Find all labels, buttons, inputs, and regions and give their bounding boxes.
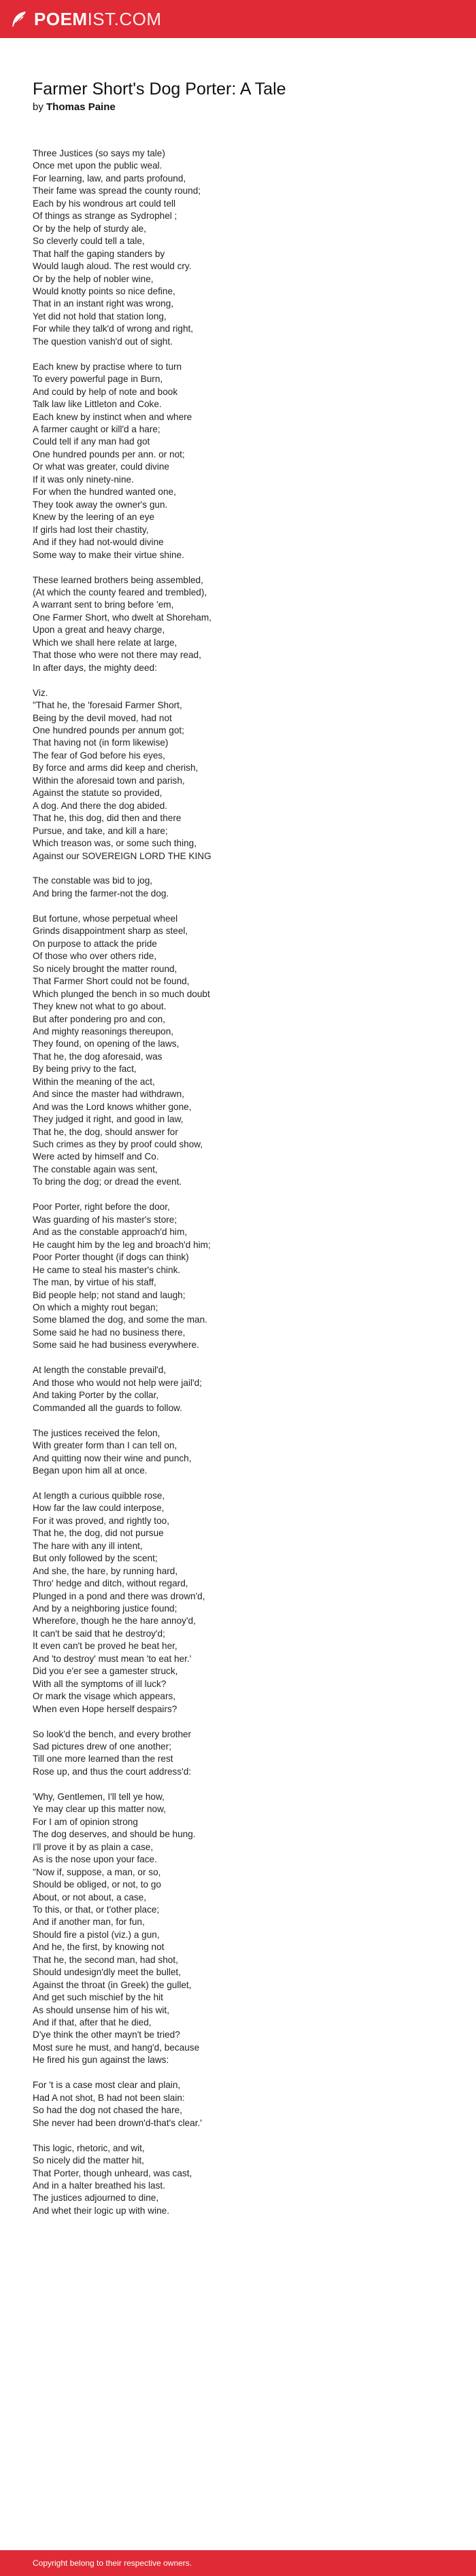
poem-line: With greater form than I can tell on, [33, 1440, 177, 1451]
poem-line: They found, on opening of the laws, [33, 1039, 180, 1049]
poem-line: For 't is a case most clear and plain, [33, 2080, 181, 2091]
poem-line: That he, the second man, had shot, [33, 1954, 178, 1965]
poem-line: Some blamed the dog, and some the man. [33, 1315, 207, 1325]
poem-line: The justices received the felon, [33, 1427, 160, 1438]
poem-line: These learned brothers being assembled, [33, 574, 203, 585]
poem-line: I'll prove it by as plain a case, [33, 1841, 154, 1852]
poem-line: At length a curious quibble rose, [33, 1490, 165, 1501]
poem-line: They took away the owner's gun. [33, 499, 168, 510]
poem-stanza [33, 1490, 447, 1716]
poem-stanza [33, 875, 447, 900]
poem-line: Should be obliged, or not, to go [33, 1879, 161, 1890]
poem-line: So had the dog not chased the hare, [33, 2105, 182, 2116]
poem-line: Or by the help of nobler wine, [33, 273, 154, 284]
poem-line: And could by help of note and book [33, 386, 178, 397]
poem-line: Most sure he must, and hang'd, because [33, 2042, 200, 2053]
poem-line: Each by his wondrous art could tell [33, 198, 176, 209]
poem-line: A warrant sent to bring before 'em, [33, 599, 174, 610]
poem-line: So cleverly could tell a tale, [33, 236, 145, 247]
poem-line: Or mark the visage which appears, [33, 1691, 176, 1702]
poem-line: She never had been drown'd-that's clear.' [33, 2117, 202, 2128]
poem-line: In after days, the mighty deed: [33, 662, 157, 673]
poem-line: That he, this dog, did then and there [33, 813, 182, 824]
poem-line: And 'to destroy' must mean 'to eat her.' [33, 1653, 192, 1664]
poem-line: The question vanish'd out of sight. [33, 336, 173, 347]
poem-line: When even Hope herself despairs? [33, 1703, 177, 1714]
poem-line: Sad pictures drew of one another; [33, 1741, 172, 1752]
poem-line: If girls had lost their chastity, [33, 524, 149, 535]
poem-line: Some way to make their virtue shine. [33, 549, 184, 560]
poem-stanza [33, 1201, 447, 1351]
poem-line: Being by the devil moved, had not [33, 712, 172, 723]
poem-line: Or by the help of sturdy ale, [33, 223, 146, 234]
poem-line: Of those who over others ride, [33, 951, 157, 962]
poem-line: And she, the hare, by running hard, [33, 1565, 178, 1576]
poem-line: Or what was greater, could divine [33, 462, 169, 472]
poem-line: And taking Porter by the collar, [33, 1390, 159, 1401]
poem-stanza [33, 2142, 447, 2218]
poem-line: The constable was bid to jog, [33, 875, 153, 886]
author-link[interactable]: Thomas Paine [46, 101, 116, 113]
poem-line: That he, the dog, did not pursue [33, 1528, 164, 1539]
site-footer [0, 2550, 476, 2576]
poem-line: Would laugh aloud. The rest would cry. [33, 261, 192, 272]
poem-line: He came to steal his master's chink. [33, 1264, 181, 1275]
poem-line: Against our SOVEREIGN LORD THE KING [33, 850, 211, 861]
poem-stanza [33, 913, 447, 1189]
poem-line: Would knotty points so nice define, [33, 285, 175, 296]
poem-line: By being privy to the fact, [33, 1064, 137, 1075]
poem-line: And bring the farmer-not the dog. [33, 888, 169, 899]
poem-line: Plunged in a pond and there was drown'd, [33, 1590, 205, 1601]
poem-line: That he, the dog, should answer for [33, 1126, 178, 1137]
poem-line: Did you e'er see a gamester struck, [33, 1666, 178, 1677]
poem-stanza [33, 1427, 447, 1478]
poem-stanza [33, 687, 447, 863]
poem-line: Knew by the leering of an eye [33, 512, 155, 523]
site-logo[interactable] [10, 9, 162, 29]
poem-line: He fired his gun against the laws: [33, 2055, 169, 2066]
poem-line: Some said he had business everywhere. [33, 1340, 199, 1351]
feather-logo-icon [10, 10, 29, 29]
poem-line: And as the constable approach'd him, [33, 1227, 188, 1238]
poem-line: This logic, rhetoric, and wit, [33, 2142, 145, 2153]
poem-line: Some said he had no business there, [33, 1327, 186, 1338]
poem-line: Once met upon the public weal. [33, 160, 163, 171]
poem-line: And if that, after that he died, [33, 2017, 152, 2028]
poem-line: He caught him by the leg and broach'd him; [33, 1239, 211, 1250]
poem-stanza [33, 2079, 447, 2129]
poem-line: Against the statute so provided, [33, 788, 163, 799]
poem-line: One hundred pounds per ann. or not; [33, 449, 185, 459]
poem-line: And was the Lord knows whither gone, [33, 1101, 192, 1112]
poem-line: For learning, law, and parts profound, [33, 173, 186, 184]
poem-line: That those who were not there may read, [33, 650, 201, 661]
poem-stanza [33, 1728, 447, 1779]
poem-line: And whet their logic up with wine. [33, 2205, 169, 2216]
poem-line: It can't be said that he destroy'd; [33, 1628, 165, 1639]
poem-line: Grinds disappointment sharp as steel, [33, 926, 188, 937]
poem-line: Was guarding of his master's store; [33, 1214, 177, 1225]
poem-line: But after pondering pro and con, [33, 1013, 165, 1024]
poem-line: And those who would not help were jail'd; [33, 1377, 202, 1388]
poem-line: But fortune, whose perpetual wheel [33, 913, 178, 924]
poem-line: So look'd the bench, and every brother [33, 1728, 192, 1739]
poem-line: They knew not what to go about. [33, 1001, 167, 1012]
poem-line: Their fame was spread the county round; [33, 186, 201, 196]
poem-line: Of things as strange as Sydrophel ; [33, 211, 177, 222]
poem-line: Three Justices (so says my tale) [33, 148, 165, 158]
poem-line: Had A not shot, B had not been slain: [33, 2092, 185, 2103]
poem-line: And he, the first, by knowing not [33, 1942, 165, 1953]
poem-line: Which plunged the bench in so much doubt [33, 988, 210, 999]
poem-line: One hundred pounds per annum got; [33, 725, 184, 735]
poem-line: Each knew by practise where to turn [33, 361, 182, 372]
poem-line: Each knew by instinct when and where [33, 411, 192, 422]
poem-line: And if another man, for fun, [33, 1917, 145, 1928]
poem-line: Could tell if any man had got [33, 436, 150, 447]
poem-line: (At which the county feared and trembled), [33, 587, 207, 597]
poem-line: The fear of God before his eyes, [33, 750, 165, 761]
poem-line: So nicely did the matter hit, [33, 2155, 144, 2166]
site-logo-light: IST.COM [87, 9, 162, 29]
poem-line: If it was only ninety-nine. [33, 474, 134, 485]
poem-line: The hare with any ill intent, [33, 1540, 143, 1551]
poem-line: And in a halter breathed his last. [33, 2180, 165, 2191]
poem-line: They judged it right, and good in law, [33, 1114, 184, 1125]
poem-stanza [33, 574, 447, 675]
poem-line: Poor Porter thought (if dogs can think) [33, 1252, 189, 1263]
by-label: by [33, 101, 44, 113]
poem-line: 'Why, Gentlemen, I'll tell ye how, [33, 1791, 165, 1802]
poem-line: That Farmer Short could not be found, [33, 976, 190, 987]
poem-line: And quitting now their wine and punch, [33, 1452, 192, 1463]
poem-line: That Porter, though unheard, was cast, [33, 2168, 192, 2178]
poem-line: Which we shall here relate at large, [33, 637, 177, 648]
poem-line: And if they had not-would divine [33, 537, 164, 548]
poem-line: Within the meaning of the act, [33, 1076, 155, 1087]
poem-line: Began upon him all at once. [33, 1465, 148, 1476]
poem-line: And get such mischief by the hit [33, 1992, 163, 2003]
poem-title: Farmer Short's Dog Porter: A Tale [33, 80, 286, 99]
copyright-notice: Copyright belong to their respective owners. [33, 2558, 192, 2568]
poem-stanza [33, 1364, 447, 1414]
poem-line: Yet did not hold that station long, [33, 311, 167, 321]
poem-line: But only followed by the scent; [33, 1553, 158, 1564]
poem-line: So nicely brought the matter round, [33, 963, 177, 974]
poem-line: For it was proved, and rightly too, [33, 1515, 169, 1526]
poem-line: Till one more learned than the rest [33, 1754, 173, 1764]
poem-line: One Farmer Short, who dwelt at Shoreham, [33, 612, 211, 623]
poem-line: To bring the dog; or dread the event. [33, 1177, 182, 1187]
poem-line: As is the nose upon your face. [33, 1854, 157, 1865]
poem-line: That he, the dog aforesaid, was [33, 1051, 163, 1062]
poem-line: Poor Porter, right before the door, [33, 1202, 170, 1213]
poem-line: Thro' hedge and ditch, without regard, [33, 1578, 188, 1589]
poem-line: That having not (in form likewise) [33, 737, 169, 748]
poem-line: D'ye think the other mayn't be tried? [33, 2030, 180, 2040]
poem-line: The man, by virtue of his staff, [33, 1277, 156, 1288]
poem-line: Rose up, and thus the court address'd: [33, 1766, 192, 1777]
poem-line: "Now if, suppose, a man, or so, [33, 1866, 161, 1877]
poem-line: Talk law like Littleton and Coke. [33, 399, 162, 410]
poem-line: For when the hundred wanted one, [33, 487, 176, 498]
poem-line: Such crimes as they by proof could show, [33, 1139, 203, 1150]
poem-line: Wherefore, though he the hare annoy'd, [33, 1616, 196, 1626]
poem-line: Which treason was, or some such thing, [33, 838, 197, 849]
poem-line: To this, or that, or t'other place; [33, 1904, 160, 1915]
poem-line: And mighty reasonings thereupon, [33, 1026, 174, 1037]
poem-line: That half the gaping standers by [33, 248, 165, 259]
poem-line: A farmer caught or kill'd a hare; [33, 424, 160, 435]
site-header [0, 0, 476, 38]
poem-line: The dog deserves, and should be hung. [33, 1829, 196, 1840]
poem-line: At length the constable prevail'd, [33, 1365, 167, 1376]
poem-stanza [33, 147, 447, 348]
poem-line: The justices adjourned to dine, [33, 2193, 159, 2204]
poem-line: Upon a great and heavy charge, [33, 625, 165, 636]
site-logo-strong: POEM [34, 9, 88, 29]
poem-line: Were acted by himself and Co. [33, 1151, 159, 1162]
poem-line: To every powerful page in Burn, [33, 374, 163, 385]
poem-line: For I am of opinion strong [33, 1816, 138, 1827]
poem-line: On which a mighty rout began; [33, 1302, 158, 1312]
poem-line: By force and arms did keep and cherish, [33, 763, 199, 773]
poem-line: The constable again was sent, [33, 1164, 158, 1174]
poem-line: That in an instant right was wrong, [33, 298, 174, 309]
poem-line: Bid people help; not stand and laugh; [33, 1289, 186, 1300]
poem-stanza [33, 361, 447, 561]
poem-line: Pursue, and take, and kill a hare; [33, 825, 168, 836]
poem-line: On purpose to attack the pride [33, 938, 157, 949]
site-logo-text [34, 9, 162, 29]
poem-line: Against the throat (in Greek) the gullet, [33, 1979, 192, 1990]
poem-line: About, or not about, a case, [33, 1892, 147, 1902]
poem-line: And by a neighboring justice found; [33, 1603, 177, 1614]
poem-line: A dog. And there the dog abided. [33, 800, 168, 811]
poem-line: Ye may clear up this matter now, [33, 1804, 166, 1815]
poem-line: How far the law could interpose, [33, 1503, 165, 1514]
poem-stanza [33, 1791, 447, 2067]
poem-line: Within the aforesaid town and parish, [33, 775, 185, 786]
poem-line: It even can't be proved he beat her, [33, 1641, 177, 1652]
poem-line: Should undesign'dly meet the bullet, [33, 1967, 181, 1978]
poem-body [33, 147, 447, 2230]
poem-line: "That he, the 'foresaid Farmer Short, [33, 700, 182, 711]
poem-line: With all the symptoms of ill luck? [33, 1678, 167, 1689]
poem-line: Viz. [33, 687, 48, 698]
poem-line: As should unsense him of his wit, [33, 2004, 169, 2015]
poem-line: For while they talk'd of wrong and right, [33, 324, 194, 334]
poem-line: Should fire a pistol (viz.) a gun, [33, 1929, 160, 1940]
poem-byline [33, 101, 116, 114]
poem-line: And since the master had withdrawn, [33, 1089, 184, 1100]
poem-line: Commanded all the guards to follow. [33, 1402, 182, 1413]
